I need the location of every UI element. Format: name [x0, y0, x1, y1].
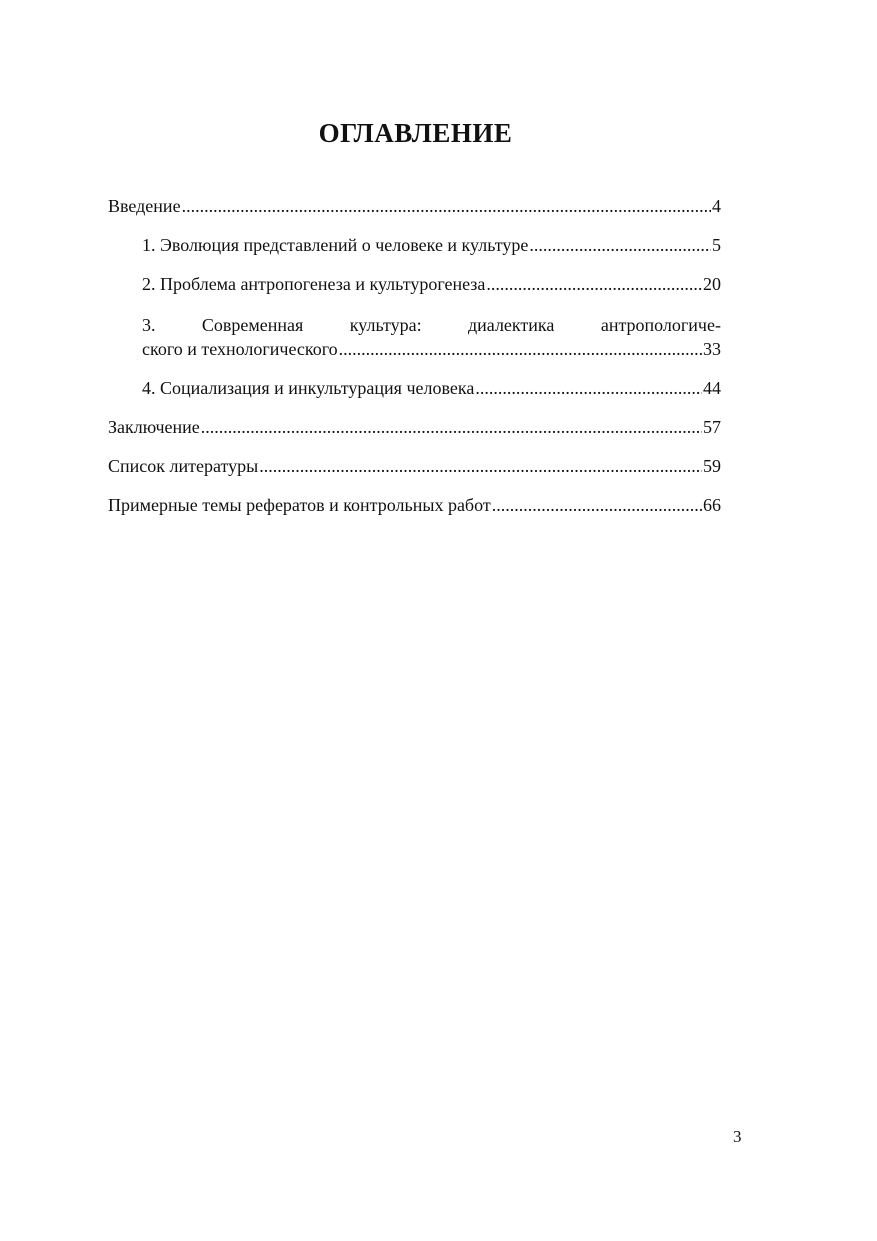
toc-entry-title: Примерные темы рефератов и контрольных работ: [108, 495, 491, 515]
toc-title-word: культура:: [349, 315, 422, 335]
toc-title-word: диалектика: [468, 315, 555, 335]
toc-entry-page: 44: [703, 378, 721, 398]
toc-leader-dots: [529, 234, 711, 256]
toc-entry-references[interactable]: [108, 455, 721, 477]
table-of-contents: [108, 195, 721, 516]
toc-entry-page: 59: [703, 456, 721, 476]
toc-title-word: Современная: [201, 315, 304, 335]
toc-entry-title: 4. Социализация и инкультурация человека: [142, 378, 475, 398]
toc-leader-dots: [492, 494, 702, 516]
toc-entry-title: Список литературы: [108, 456, 259, 476]
toc-entry-page: 33: [703, 339, 721, 359]
toc-entry-introduction[interactable]: [108, 195, 721, 217]
toc-entry-chapter-4[interactable]: [108, 377, 721, 399]
toc-entry-title: Заключение: [108, 417, 200, 437]
toc-entry-conclusion[interactable]: [108, 416, 721, 438]
toc-entry-page: 4: [712, 196, 721, 216]
toc-leader-dots: [182, 195, 711, 217]
toc-title-word: 3.: [142, 315, 156, 335]
toc-entry-title-line-1: [142, 314, 721, 336]
toc-entry-chapter-3[interactable]: [108, 314, 721, 360]
toc-entry-page: 66: [703, 495, 721, 515]
toc-entry-title: 1. Эволюция представлений о человеке и культуре: [142, 235, 529, 255]
page-number: 3: [733, 1127, 742, 1146]
toc-entry-page: 5: [712, 235, 721, 255]
toc-leader-dots: [201, 416, 702, 438]
toc-entry-title: Введение: [108, 196, 181, 216]
toc-entry-title: ского и технологического: [142, 339, 338, 359]
toc-leader-dots: [486, 273, 702, 295]
toc-entry-chapter-2[interactable]: [108, 273, 721, 295]
toc-leader-dots: [259, 455, 702, 477]
toc-entry-page: 20: [703, 274, 721, 294]
toc-title-word: антропологиче-: [600, 315, 721, 335]
toc-leader-dots: [475, 377, 702, 399]
toc-entry-page: 57: [703, 417, 721, 437]
toc-entry-chapter-1[interactable]: [108, 234, 721, 256]
toc-leader-dots: [339, 338, 702, 360]
toc-entry-title: 2. Проблема антропогенеза и культурогенеза: [142, 274, 486, 294]
toc-entry-essay-topics[interactable]: [108, 494, 721, 516]
page-title: ОГЛАВЛЕНИЕ: [318, 118, 513, 148]
toc-entry-title-line-2: [142, 338, 721, 360]
